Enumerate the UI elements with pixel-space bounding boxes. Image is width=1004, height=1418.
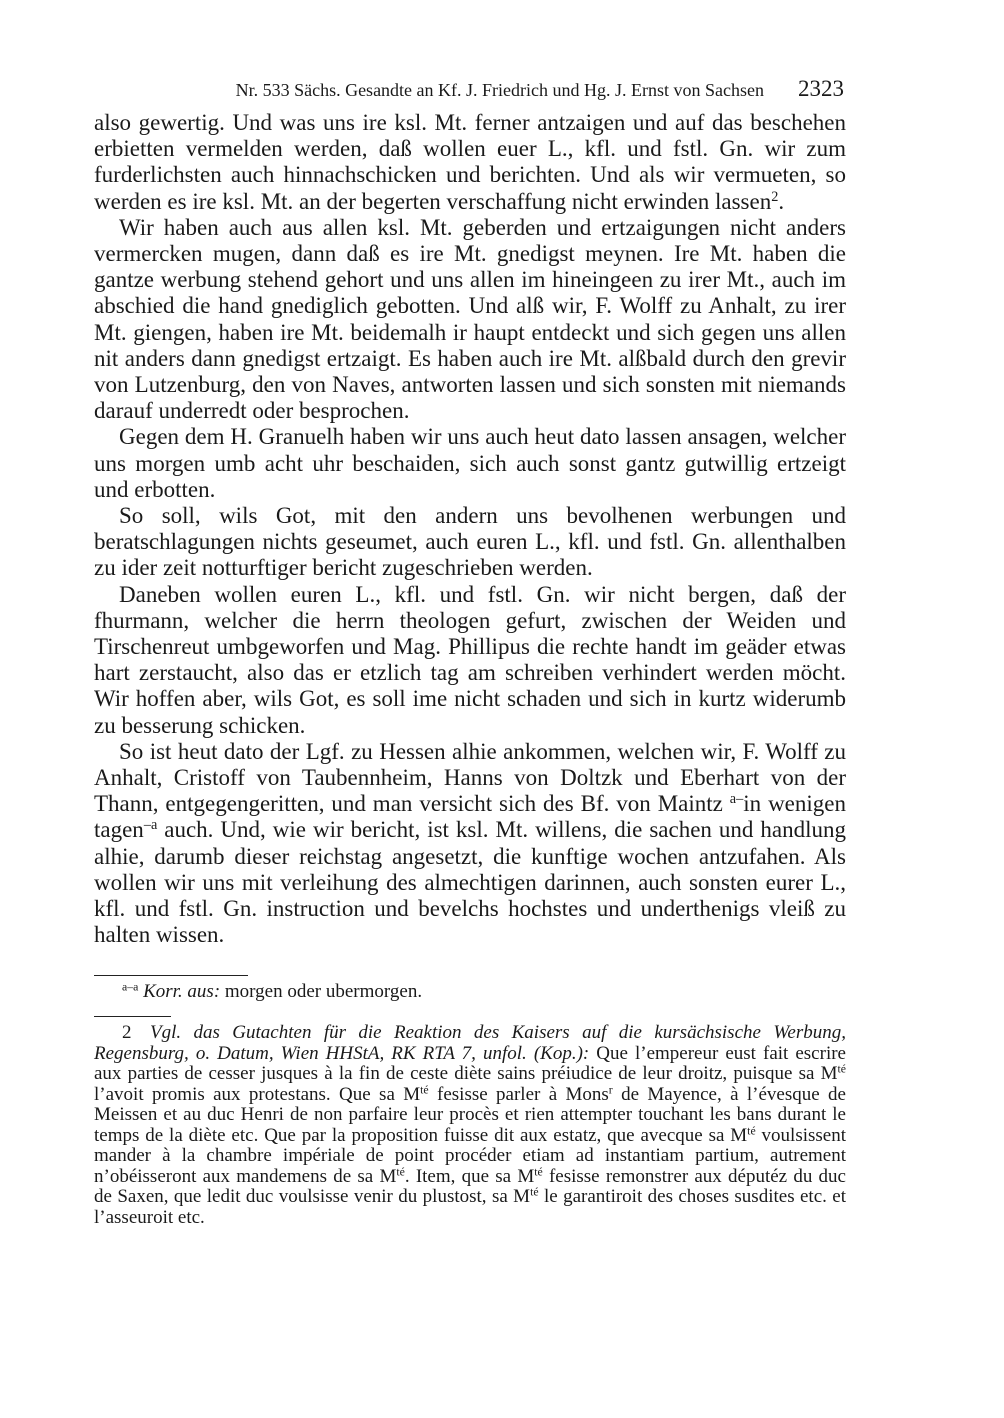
page-number: 2323	[798, 76, 844, 101]
paragraph-6-text-c: auch. Und, wie wir bericht, ist ksl. Mt. willens, die sachen und handlung alhie, darumb dieser reichstag angesetzt, die kunftige wochen antzufahen. Als wollen wir uns mit verleihung des almechtigen darinnen, auch sonsten eurer L., kfl. und fstl. Gn. instruction und bevelchs hochstes und underthenigs vleiß zu halten wissen.	[94, 817, 846, 948]
footnote-ref-2: 2	[771, 188, 779, 205]
main-text	[94, 110, 846, 949]
note-mark-close: –a	[143, 817, 158, 834]
footnote-2-sup: té	[420, 1083, 429, 1097]
paragraph-6-text-a: So ist heut dato der Lgf. zu Hessen alhie ankommen, welchen wir, F. Wolff zu Anhalt, Cristoff von Taubennheim, Hanns von Doltzk und Eberhart von der Thann, entgegengeritten, und man versicht sich des Bf. von Maintz	[94, 738, 846, 817]
footnote-a-marker: a–a	[122, 980, 139, 994]
paragraph-1	[94, 110, 846, 215]
footnote-2-text: l’avoit promis aux protestans. Que sa M	[94, 1083, 421, 1105]
footnote-2-text: Que l’empereur eust fait escrire aux parties de cesser jusques à la fin de ceste diète sains préiudice de leur droitz, puisque sa M	[94, 1042, 846, 1084]
footnote-2-citation: Vgl. das Gutachten für die Reaktion des Kaisers auf die kursächsische Werbung, Regensburg, o. Datum, Wien HHStA, RK RTA 7, unfol. (Kop.):	[94, 1022, 846, 1064]
footnote-2-text: fesisse remonstrer aux députéz du duc de Saxen, que ledit duc voulsisse venir du plustost, sa M	[94, 1165, 846, 1207]
footnote-2-text: le garantiroit des choses susdites etc. et l’asseuroit etc.	[94, 1186, 846, 1228]
footnote-a-label: Korr. aus:	[143, 980, 221, 1002]
paragraph-4: So soll, wils Got, mit den andern uns bevolhenen werbungen und beratschlagungen nichts geseumet, auch euren L., kfl. und fstl. Gn. allenthalben zu ider zeit notturftiger bericht zugeschrieben werden.	[94, 503, 846, 581]
footnote-2-text: voulsissent mander à la chambre impériale de point procéder etiam ad instantiam partium, autrement n’obéisseront aux mandemens de sa M	[94, 1124, 846, 1187]
paragraph-2: Wir haben auch aus allen ksl. Mt. geberden und ertzaigungen nicht anders vermercken mugen, dann daß es ire Mt. gnedigst meynen. Ire Mt. haben die gantze werbung stehend gehort und uns allen im hineingeen zu irer Mt., auch im abschied die hand gnediglich gebotten. Und alß wir, F. Wolff zu Anhalt, zu irer Mt. giengen, haben ire Mt. beidemalh ir haupt entdeckt und sich gegen uns allen nit anders dann gnedigst ertzaigt. Es haben auch ire Mt. alßbald durch den grevir von Lutzenburg, den von Naves, antworten lassen und sich sonsten mit niemands darauf underredt oder besprochen.	[94, 214, 846, 424]
paragraph-6	[94, 739, 846, 949]
running-title: Nr. 533 Sächs. Gesandte an Kf. J. Friedrich und Hg. J. Ernst von Sachsen	[235, 80, 764, 100]
document-page	[94, 76, 846, 1228]
paragraph-3: Gegen dem H. Granuelh haben wir uns auch heut dato lassen ansagen, welcher uns morgen umb acht uhr beschaiden, sich auch sonst gantz gutwillig ertzeigt und erbotten.	[94, 424, 846, 502]
paragraph-5: Daneben wollen euren L., kfl. und fstl. Gn. wir nicht bergen, daß der fhurmann, welcher die herrn theologen gefurt, zwischen der Weiden und Tirschenreut umbgeworfen und Mag. Phillipus die rechte handt im geäder etwas hart zerstaucht, also das er etzlich tag am schreiben verhindert werden möcht. Wir hoffen aber, wils Got, es soll ime nicht schaden und sich in kurtz widerumb zu besserung schicken.	[94, 581, 846, 738]
footnote-a	[94, 982, 846, 1003]
footnote-2-sup: r	[608, 1083, 613, 1097]
footnote-2-sup: té	[396, 1165, 405, 1179]
footnote-2-text: de Mayence, à l’évesque de Meissen et au duc Henri de non parfaire leur procès et rien attempter touchant les bans durant le temps de la diète etc. Que par la proposition fuisse dit aux estatz, que avecque sa M	[94, 1083, 846, 1146]
paragraph-1-end: .	[778, 188, 785, 214]
footnote-2-sup: té	[837, 1062, 846, 1076]
footnote-2-sup: té	[530, 1185, 539, 1199]
paragraph-6-text-b: in wenigen tagen	[94, 791, 846, 843]
footnote-2-sup: té	[534, 1165, 543, 1179]
footnote-2-text: . Item, que sa M	[404, 1165, 535, 1187]
note-mark-open: a–	[729, 791, 744, 808]
paragraph-1-text: also gewertig. Und was uns ire ksl. Mt. ferner antzaigen und auf das beschehen erbietten vermelden werden, daß wollen euer L., kfl. und fstl. Gn. wir zum furderlichsten auch hinnachschicken und berichten. Und als wir vermueten, so werden es ire ksl. Mt. an der begerten verschaffung nicht erwinden lassen	[94, 110, 846, 214]
running-header	[94, 76, 846, 110]
footnote-2	[94, 1023, 846, 1228]
footnote-a-text: morgen oder ubermorgen.	[220, 980, 423, 1002]
footnote-2-sup: té	[747, 1124, 756, 1138]
footnote-2-marker: 2	[122, 1022, 132, 1043]
footnote-2-text: fesisse parler à Mons	[428, 1083, 609, 1105]
